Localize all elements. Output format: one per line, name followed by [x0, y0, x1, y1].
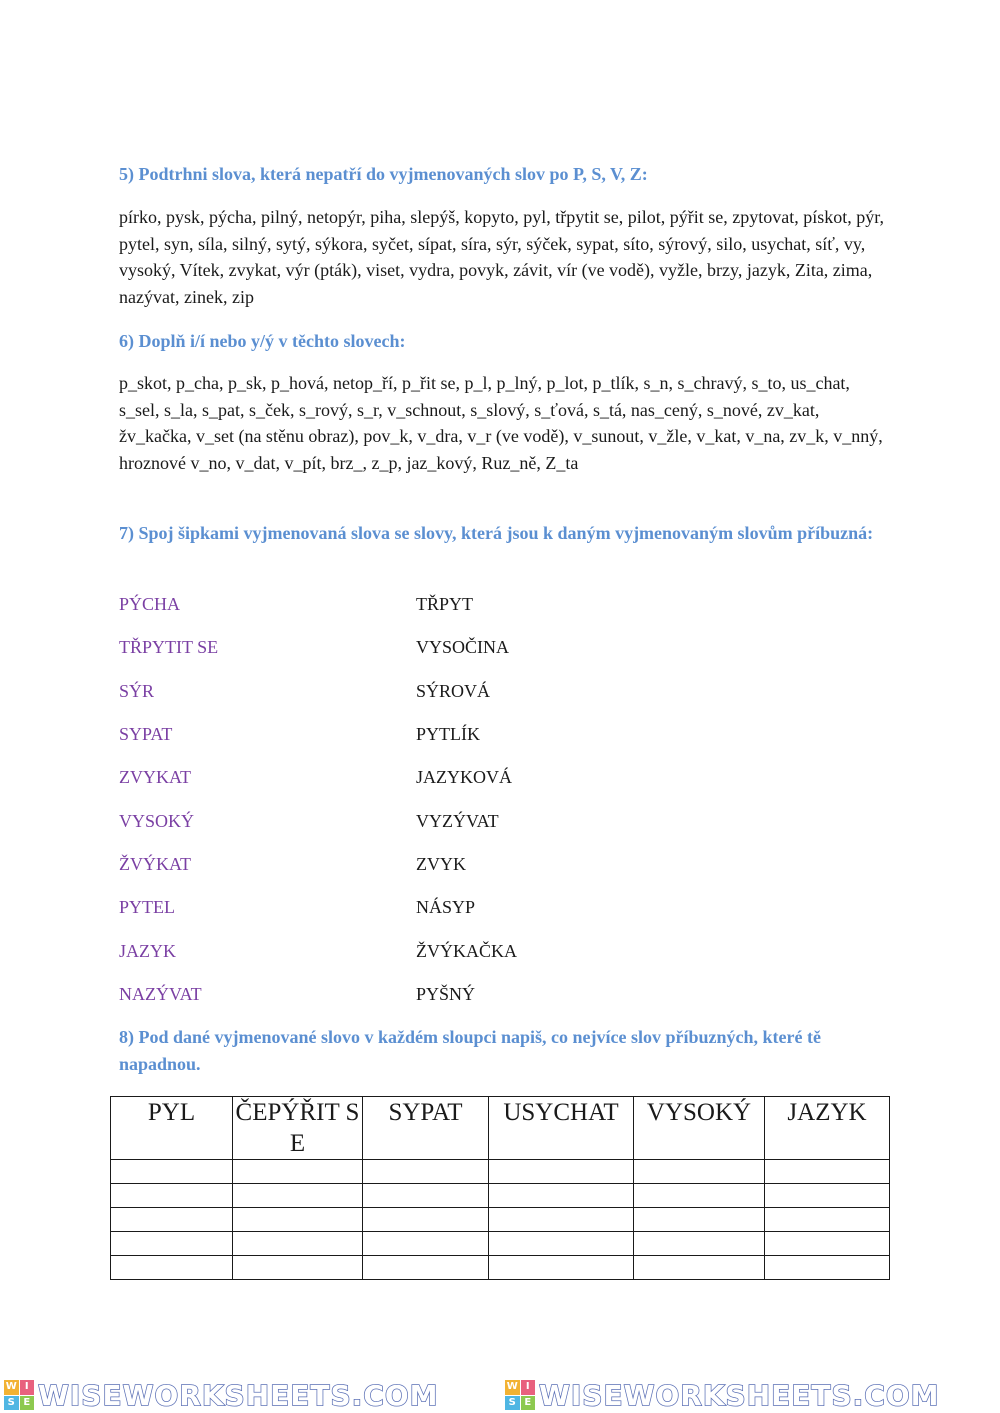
answer-cell[interactable]	[634, 1208, 765, 1232]
pair-row	[119, 634, 889, 660]
answer-cell[interactable]	[634, 1232, 765, 1256]
pair-left-word[interactable]: VYSOKÝ	[119, 811, 195, 831]
pair-right-word[interactable]: ZVYK	[416, 854, 466, 874]
pair-right-word[interactable]: VYSOČINA	[416, 637, 510, 657]
pair-right-word[interactable]: PYŠNÝ	[416, 984, 476, 1004]
pair-left-word[interactable]: SYPAT	[119, 724, 173, 744]
pair-left-word[interactable]: TŘPYTIT SE	[119, 637, 219, 657]
brand-mark[interactable]	[4, 1379, 439, 1411]
column-header: JAZYK	[765, 1097, 890, 1160]
column-header: USYCHAT	[489, 1097, 634, 1160]
table-row	[111, 1160, 890, 1184]
related-words-table	[110, 1096, 890, 1280]
answer-cell[interactable]	[765, 1208, 890, 1232]
answer-cell[interactable]	[765, 1160, 890, 1184]
brand-logo-icon: W I S E	[505, 1380, 535, 1410]
brand-logo-icon: W I S E	[4, 1380, 34, 1410]
pair-row	[119, 851, 889, 877]
answer-cell[interactable]	[489, 1256, 634, 1280]
answer-cell[interactable]	[233, 1232, 363, 1256]
section-7-heading: 7) Spoj šipkami vyjmenovaná slova se slovy, která jsou k daným vyjmenovaným slovům příbuzná:	[119, 523, 874, 543]
column-header: ČEPÝŘIT SE	[233, 1097, 363, 1160]
answer-cell[interactable]	[489, 1160, 634, 1184]
section-6-fill-in-words: p_skot, p_cha, p_sk, p_hová, netop_ří, p_řit se, p_l, p_lný, p_lot, p_tlík, s_n, s_chravý, s_to, us_chat, s_sel, s_la, s_pat, s_ček, s_rový, s_r, v_schnout, s_slový, s_ťová, s_tá, nas_cený, s_nové, zv_kat, žv_kačka, v_set (na stěnu obraz), pov_k, v_dra, v_r (ve vodě), v_sunout, v_žle, v_kat, v_na, zv_k, v_nný, hroznové v_no, v_dat, v_pít, brz_, z_p, jaz_kový, Ruz_ně, Z_ta	[119, 373, 883, 473]
table-header-row	[111, 1097, 890, 1160]
answer-cell[interactable]	[489, 1232, 634, 1256]
answer-cell[interactable]	[489, 1184, 634, 1208]
answer-cell[interactable]	[765, 1256, 890, 1280]
answer-cell[interactable]	[489, 1208, 634, 1232]
answer-cell[interactable]	[233, 1160, 363, 1184]
pair-right-word[interactable]: VYZÝVAT	[416, 811, 499, 831]
answer-cell[interactable]	[111, 1160, 233, 1184]
column-header: VYSOKÝ	[634, 1097, 765, 1160]
answer-cell[interactable]	[111, 1184, 233, 1208]
column-header: PYL	[111, 1097, 233, 1160]
pair-left-word[interactable]: ZVYKAT	[119, 767, 191, 787]
section-6-heading: 6) Doplň i/í nebo y/ý v těchto slovech:	[119, 331, 406, 351]
pair-left-word[interactable]: ŽVÝKAT	[119, 854, 191, 874]
answer-cell[interactable]	[111, 1256, 233, 1280]
answer-cell[interactable]	[363, 1160, 489, 1184]
answer-cell[interactable]	[634, 1184, 765, 1208]
pair-right-word[interactable]: PYTLÍK	[416, 724, 480, 744]
pair-left-word[interactable]: SÝR	[119, 681, 155, 701]
answer-cell[interactable]	[233, 1256, 363, 1280]
pair-right-word[interactable]: TŘPYT	[416, 594, 474, 614]
answer-cell[interactable]	[111, 1232, 233, 1256]
brand-name: WISEWORKSHEETS.COM	[38, 1378, 439, 1412]
section-5-word-list: pírko, pysk, pýcha, pilný, netopýr, piha, slepýš, kopyto, pyl, třpytit se, pilot, pýřit se, zpytovat, pískot, pýr, pytel, syn, síla, silný, sytý, sýkora, syčet, sípat, síra, sýr, sýček, sypat, síto, sýrový, silo, usychat, síť, vy, vysoký, Vítek, zvykat, výr (pták), viset, vydra, povyk, závit, vír (ve vodě), vyžle, brzy, jazyk, Zita, zima, nazývat, zinek, zip	[119, 207, 884, 307]
pair-left-word[interactable]: NAZÝVAT	[119, 984, 202, 1004]
answer-cell[interactable]	[634, 1160, 765, 1184]
pair-row	[119, 808, 889, 834]
column-header: SYPAT	[363, 1097, 489, 1160]
pair-right-word[interactable]: NÁSYP	[416, 897, 476, 917]
pair-row	[119, 591, 889, 617]
answer-cell[interactable]	[363, 1232, 489, 1256]
pair-row	[119, 678, 889, 704]
answer-cell[interactable]	[111, 1208, 233, 1232]
answer-cell[interactable]	[233, 1208, 363, 1232]
section-5-heading: 5) Podtrhni slova, která nepatří do vyjmenovaných slov po P, S, V, Z:	[119, 164, 648, 184]
table-row	[111, 1184, 890, 1208]
answer-cell[interactable]	[765, 1184, 890, 1208]
brand-footer	[0, 1377, 1000, 1413]
answer-cell[interactable]	[233, 1184, 363, 1208]
pair-left-word[interactable]: PYTEL	[119, 897, 175, 917]
table-row	[111, 1256, 890, 1280]
pair-row	[119, 981, 889, 1007]
pair-row	[119, 764, 889, 790]
table-row	[111, 1208, 890, 1232]
pair-right-word[interactable]: SÝROVÁ	[416, 681, 491, 701]
answer-cell[interactable]	[363, 1184, 489, 1208]
pair-left-word[interactable]: JAZYK	[119, 941, 176, 961]
pair-row	[119, 938, 889, 964]
pair-right-word[interactable]: ŽVÝKAČKA	[416, 941, 517, 961]
pair-row	[119, 721, 889, 747]
pair-left-word[interactable]: PÝCHA	[119, 594, 181, 614]
brand-name: WISEWORKSHEETS.COM	[539, 1378, 940, 1412]
answer-cell[interactable]	[765, 1232, 890, 1256]
answer-cell[interactable]	[634, 1256, 765, 1280]
table-row	[111, 1232, 890, 1256]
section-8-heading: 8) Pod dané vyjmenované slovo v každém sloupci napiš, co nejvíce slov příbuzných, které tě napadnou.	[119, 1027, 821, 1074]
pair-right-word[interactable]: JAZYKOVÁ	[416, 767, 512, 787]
answer-cell[interactable]	[363, 1208, 489, 1232]
pair-row	[119, 894, 889, 920]
answer-cell[interactable]	[363, 1256, 489, 1280]
brand-mark[interactable]	[505, 1379, 940, 1411]
